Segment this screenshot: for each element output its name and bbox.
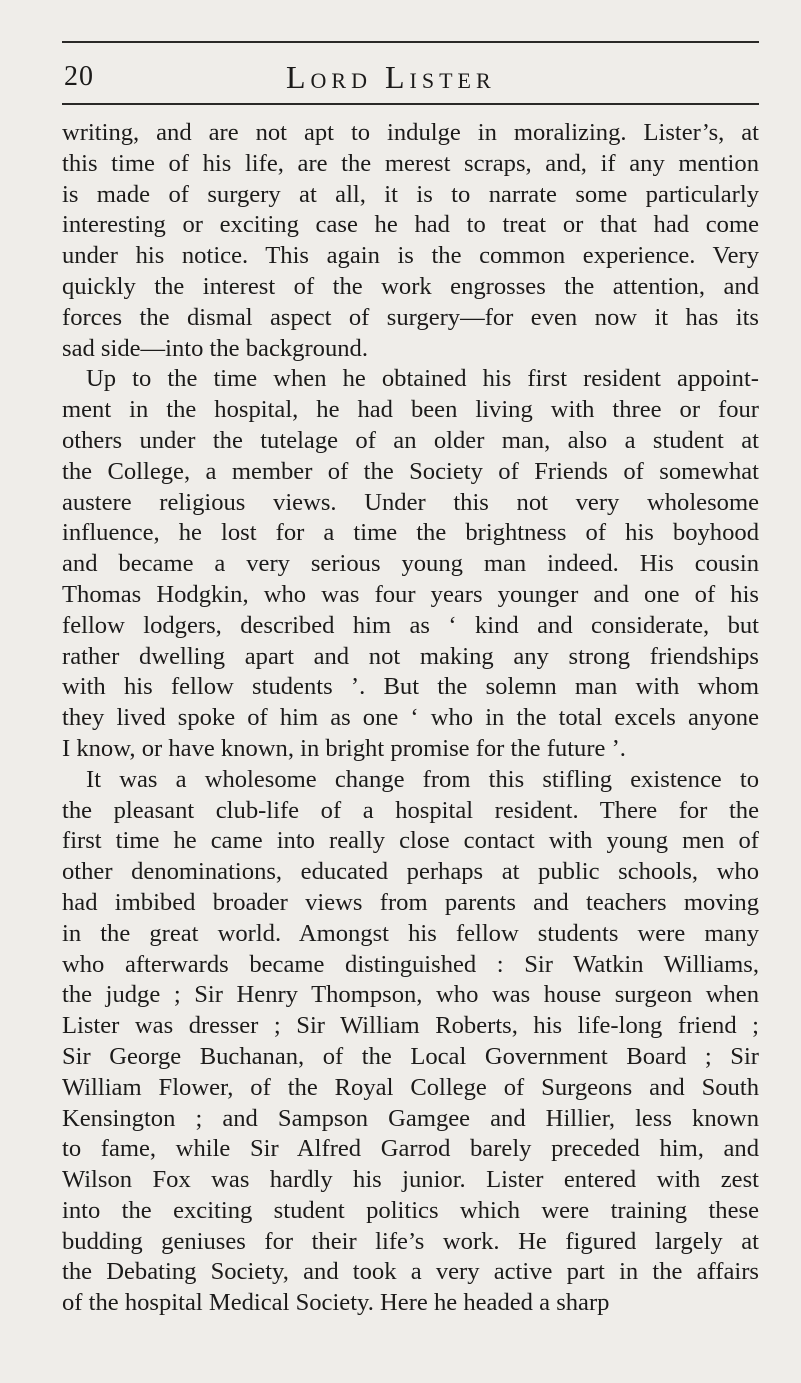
text-line: I know, or have known, in bright promise for the future ’. [62, 734, 626, 762]
text-line: the judge ; Sir Henry Thompson, who was house surgeon when [62, 981, 759, 1009]
text-line: first time he came into really close contact with young men of [62, 827, 759, 855]
body-text [62, 118, 759, 1319]
text-line: the pleasant club-life of a hospital resident. There for the [62, 796, 759, 824]
text-line: quickly the interest of the work engrosses the attention, and [62, 272, 759, 300]
text-line: budding geniuses for their life’s work. He figured largely at [62, 1227, 759, 1255]
header-top-rule [62, 41, 759, 43]
text-line: fellow lodgers, described him as ‘ kind and considerate, but [62, 611, 759, 639]
page-number: 20 [64, 61, 94, 92]
header-bottom-rule [62, 103, 759, 105]
text-line: the Debating Society, and took a very active part in the affairs [62, 1258, 759, 1286]
text-line: Thomas Hodgkin, who was four years younger and one of his [62, 580, 759, 608]
text-line: sad side—into the background. [62, 334, 368, 362]
running-head: Lord Lister [286, 59, 496, 95]
text-line: Sir George Buchanan, of the Local Government Board ; Sir [62, 1042, 759, 1070]
text-line: with his fellow students ’. But the solemn man with whom [62, 673, 759, 701]
text-line: other denominations, educated perhaps at public schools, who [62, 858, 759, 886]
text-line: who afterwards became distinguished : Sir Watkin Williams, [62, 950, 759, 978]
text-line: interesting or exciting case he had to treat or that had come [62, 211, 759, 239]
text-line: and became a very serious young man indeed. His cousin [62, 550, 759, 578]
text-line: Wilson Fox was hardly his junior. Lister entered with zest [62, 1166, 759, 1194]
text-line: they lived spoke of him as one ‘ who in the total excels anyone [62, 704, 759, 732]
text-line: the College, a member of the Society of Friends of somewhat [62, 457, 759, 485]
text-line: It was a wholesome change from this stifling existence to [86, 765, 759, 793]
text-line: is made of surgery at all, it is to narrate some particularly [62, 180, 759, 208]
text-line: into the exciting student politics which were training these [62, 1196, 759, 1224]
text-line: William Flower, of the Royal College of Surgeons and South [62, 1073, 759, 1101]
text-line: influence, he lost for a time the brightness of his boyhood [62, 519, 759, 547]
text-line: Lister was dresser ; Sir William Roberts, his life-long friend ; [62, 1012, 759, 1040]
text-line: rather dwelling apart and not making any strong friendships [62, 642, 759, 670]
text-line: austere religious views. Under this not very wholesome [62, 488, 759, 516]
text-line: forces the dismal aspect of surgery—for even now it has its [62, 303, 759, 331]
text-line: this time of his life, are the merest scraps, and, if any mention [62, 149, 759, 177]
text-line: under his notice. This again is the common experience. Very [62, 242, 759, 270]
text-line: of the hospital Medical Society. Here he headed a sharp [62, 1289, 610, 1317]
text-line: Kensington ; and Sampson Gamgee and Hillier, less known [62, 1104, 759, 1132]
text-line: others under the tutelage of an older man, also a student at [62, 426, 759, 454]
text-line: writing, and are not apt to indulge in moralizing. Lister’s, at [62, 119, 759, 146]
text-line: ment in the hospital, he had been living with three or four [62, 396, 759, 424]
text-line: had imbibed broader views from parents and teachers moving [62, 888, 759, 916]
text-line: in the great world. Amongst his fellow students were many [62, 919, 759, 947]
text-line: to fame, while Sir Alfred Garrod barely preceded him, and [62, 1135, 759, 1163]
text-line: Up to the time when he obtained his first resident appoint- [86, 365, 759, 393]
